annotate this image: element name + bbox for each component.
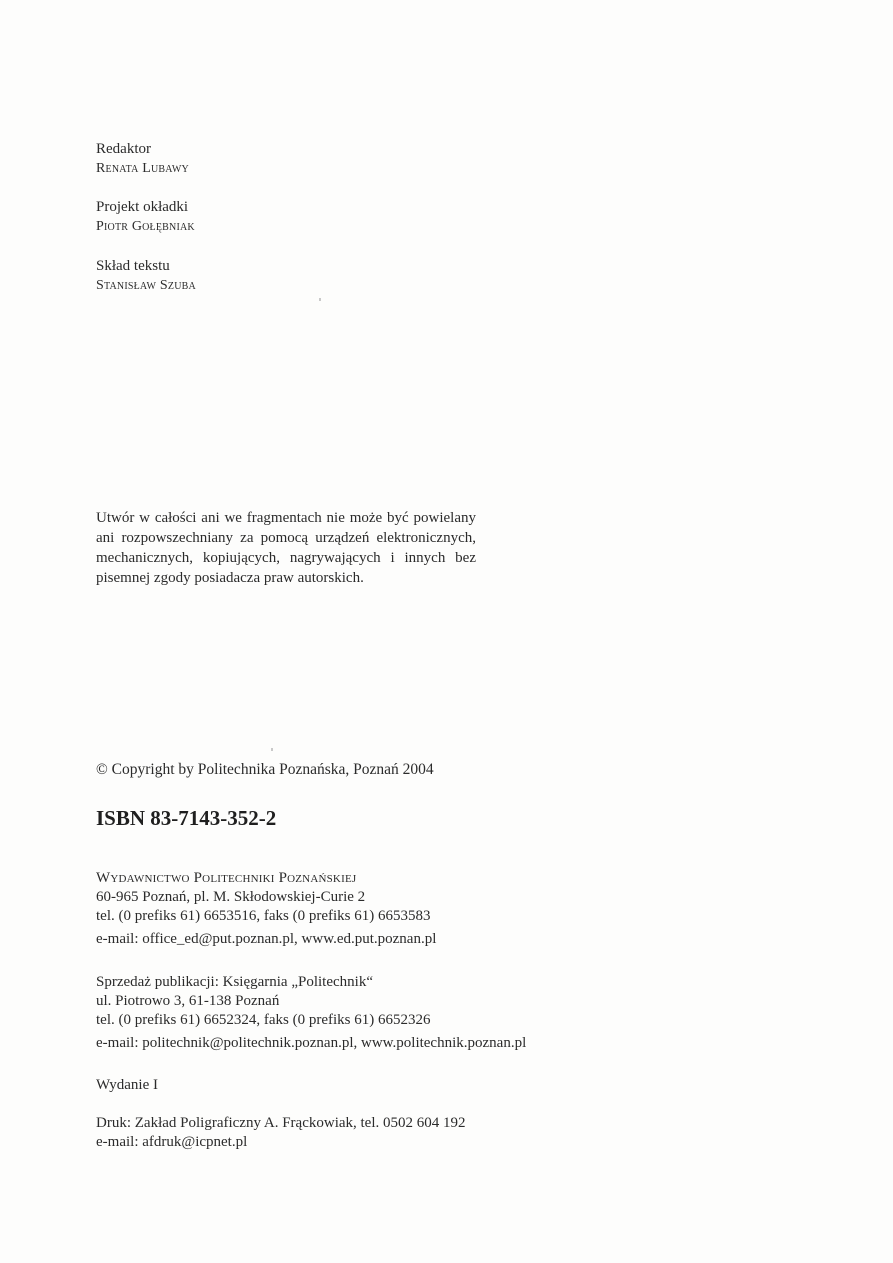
- sales-contact: e-mail: politechnik@politechnik.poznan.pl, www.politechnik.poznan.pl: [96, 1035, 527, 1051]
- isbn: ISBN 83-7143-352-2: [96, 806, 277, 830]
- printer-line: Druk: Zakład Poligraficzny A. Frąckowiak, tel. 0502 604 192: [96, 1115, 466, 1131]
- printer-info: [96, 1114, 466, 1152]
- sales-address: ul. Piotrowo 3, 61-138 Poznań: [96, 993, 280, 1009]
- publisher-info: [96, 869, 436, 949]
- publisher-contact: e-mail: office_ed@put.poznan.pl, www.ed.put.poznan.pl: [96, 931, 437, 947]
- scan-speck: [319, 298, 321, 301]
- sales-phone: tel. (0 prefiks 61) 6652324, faks (0 prefiks 61) 6652326: [96, 1012, 431, 1028]
- credit-typesetting: [96, 257, 196, 295]
- publisher-phone: tel. (0 prefiks 61) 6653516, faks (0 prefiks 61) 6653583: [96, 908, 431, 924]
- credit-role: Projekt okładki: [96, 199, 189, 215]
- credit-editor: [96, 140, 189, 178]
- copyright-line: © Copyright by Politechnika Poznańska, Poznań 2004: [96, 761, 434, 778]
- publisher-name: Wydawnictwo Politechniki Poznańskiej: [96, 870, 357, 886]
- sales-title: Sprzedaż publikacji: Księgarnia „Politechnik“: [96, 974, 373, 990]
- publisher-address: 60-965 Poznań, pl. M. Skłodowskiej-Curie 2: [96, 889, 366, 905]
- credit-name: Renata Lubawy: [96, 161, 189, 176]
- credit-role: Skład tekstu: [96, 258, 170, 274]
- credit-name: Piotr Gołębniak: [96, 219, 195, 234]
- sales-info: [96, 973, 526, 1053]
- credit-cover-design: [96, 198, 195, 236]
- credit-name: Stanisław Szuba: [96, 278, 196, 293]
- rights-notice: Utwór w całości ani we fragmentach nie może być powielany ani rozpowszechniany za pomocą urządzeń elektronicznych, mechanicznych, kopiujących, nagrywających i innych bez pisemnej zgody posiadacza praw autorskich.: [96, 510, 476, 586]
- credit-role: Redaktor: [96, 141, 151, 157]
- printer-email: e-mail: afdruk@icpnet.pl: [96, 1134, 248, 1150]
- edition: Wydanie I: [96, 1077, 158, 1093]
- edition-info: [96, 1076, 158, 1095]
- scan-speck: [271, 748, 273, 751]
